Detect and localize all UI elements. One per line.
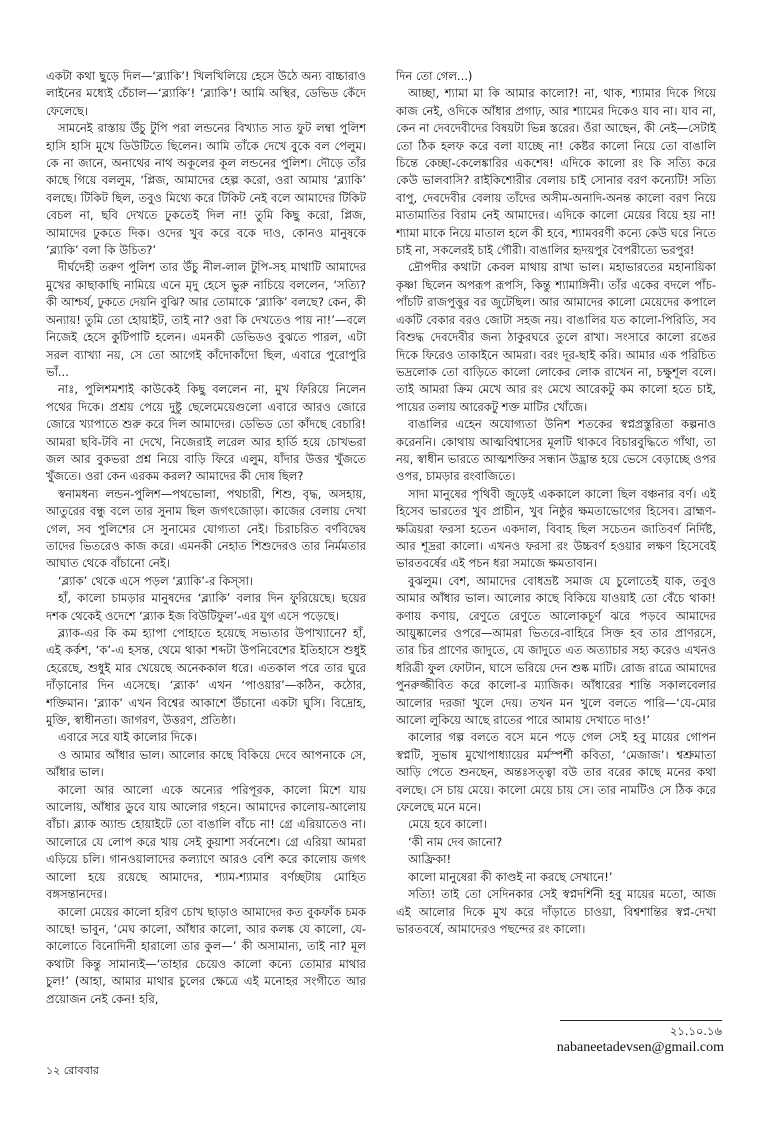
paragraph: নাঃ, পুলিশমশাই কাউকেই কিছু বললেন না, মুখ ফিরিয়ে নিলেন পথের দিকে। প্রশ্রয় পেয়ে দুষ্টু ছেলেমেয়েগুলো এবারে আরও জোরে জোরে খ্যাপাতে শুরু করে দিল আমাদের। ডেভিড তো কাঁদছে বেচারি! আমরা ছবি-টবি না দেখে, নিজেরাই লরেল আর হার্ডি হয়ে চোখভরা জল আর বুকভরা প্রশ্ন নিয়ে বাড়ি ফিরে এলুম, যাঁদার উত্তর খুঁজতে খুঁজতে। ওরা কেন এরকম করল? আমাদের কী দোষ ছিল? — [46, 382, 366, 484]
poem-line: ‘কী নাম দেব জানো? — [408, 834, 503, 849]
paragraph: এবারে সরে যাই কালোর দিকে। — [58, 730, 197, 745]
paragraph: সামনেই রাস্তায় উঁচু টুপি পরা লন্ডনের বিখ্যাত সাত ফুট লম্বা পুলিশ হাসি হাসি মুখে ডিউটিতে ছিলেন। আমি তাঁকে দেখে বুকে বল পেলুম। কে না জানে, অনাথের নাথ অকূলের কূল লন্ডনের পুলিশ। দৌড়ে তাঁর কাছে গিয়ে বললুম, ‘প্লিজ, আমাদের হেল্প করো, ওরা আমায় ‘ব্ল্যাকি’ বলছে। টিকিট ছিল, তবুও মিথ্যে করে টিকিট নেই বলে আমাদের টিকিট বেচল না, ছবি দেখতে ঢুকতেই দিল না! তুমি কিছু করো, প্লিজ, আমাদের ঢুকতে দিক। ওদের খুব করে বকে দাও, কোনও মানুষকে ‘ব্ল্যাকি’ বলা কি উচিত?’ — [46, 121, 366, 258]
paragraph: কালোর গল্প বলতে বসে মনে পড়ে গেল সেই হবু মায়ের গোপন স্বপ্নটি, সুভাষ মুখোপাধ্যায়ের মর্মস্পর্শী কবিতা, ‘মেজাজ’। শ্বশ্রুমাতা আড়ি পেতে শুনছেন, অন্তঃসত্ত্বা বউ তার বরের কাছে মনের কথা বলছে। সে চায় মেয়ে। কালো মেয়ে চায় সে। তার নামটিও সে ঠিক করে ফেলেছে মনে মনে। — [396, 730, 716, 815]
page-footer — [46, 1062, 99, 1081]
paragraph: কালো আর আলো একে অন্যের পরিপূরক, কালো মিশে যায় আলোয়, আঁধার ডুবে যায় আলোর গহনে। আমাদের কালোয়-আলোয় বাঁচা। ব্ল্যাক অ্যান্ড হোয়াইটে তো বাঙালি বাঁচে না! গ্রে এরিয়াতেও না। আলোরে যে লোপ করে খায় সেই কুয়াশা সর্বনেশে। গ্রে এরিয়া আমরা এড়িয়ে চলি। গানওয়ালাদের কল্যাণে আরও বেশি করে কালোয় জগৎ আলো হয়ে রয়েছে আমাদের, শ্যাম-শ্যামার বর্ণচ্ছটায় মোহিত বঙ্গসন্তানদের। — [46, 782, 366, 902]
paragraph: আচ্ছা, শ্যামা মা কি আমার কালো?! না, থাক, শ্যামার দিকে গিয়ে কাজ নেই, ওদিকে আঁধার প্রগাঢ়, আর শ্যামের দিকেও যাব না। যাব না, কেন না দেবদেবীদের বিষয়টা ভিন্ন স্তরের। ওঁরা আছেন, কী নেই—সেটাই তো ঠিক হলফ করে বলা যাচ্ছে না! কেষ্টর কালো নিয়ে তো বাঙালি চিন্তে কেচ্ছা-কেলেঙ্কারির একশেষ! এদিকে কালো রং কি সত্যি করে কেউ ভালবাসি? রাইকিশোরীর বেলায় চাই সোনার বরণ কন্যেটি! সত্যি বাপু, দেবদেবীর বেলায় তাঁদের অসীম-অনাদি-অনন্ত কালো বরণ নিয়ে মাতামাতির বিরাম নেই আমাদের। এদিকে কালো মেয়ের বিয়ে হয় না! শ্যামা মাকে নিয়ে মাতাল হলে কী হবে, শ্যামবরণী কন্যে কেউ ঘরে নিতে চাই না, সকলেরই চাই গৌরী। বাঙালির হৃদয়পুর বৈপরীত্যে ভরপুর! — [396, 86, 716, 258]
section-name: রোববার — [63, 1064, 99, 1077]
paragraph: দিন তো গেল...) — [396, 69, 473, 83]
author-email: nabaneetadevsen@gmail.com — [556, 1040, 724, 1055]
poem-line: আফ্রিকা! — [408, 852, 452, 867]
date-line: ২১.১০.১৬ — [560, 1020, 722, 1040]
paragraph: একটা কথা ছুড়ে দিল—‘ব্ল্যাকি’! খিলখিলিয়ে হেসে উঠে অন্য বাচ্চারাও লাইনের মধ্যেই চেঁচাল—‘ব্ল্যাকি’! ‘ব্ল্যাকি’! আমি অস্থির, ডেভিড কেঁদে ফেলেছে। — [46, 69, 366, 118]
paragraph: স্বনামধন্য লন্ডন-পুলিশ—পথভোলা, পথচারী, শিশু, বৃদ্ধ, অসহায়, আতুরের বন্ধু বলে তার সুনাম ছিল জগৎজোড়া। কাজের বেলায় দেখা গেল, সব পুলিশের সে সুনামের যোগ্যতা নেই। চিরাচরিত বর্ণবিদ্বেষ তাদের ভিতরেও কাজ করে। এমনকী নেহাত শিশুদেরও তার নির্মমতার আঘাত থেকে বাঁচানো নেই। — [46, 486, 366, 571]
paragraph: কালো মেয়ের কালো হরিণ চোখ ছাড়াও আমাদের কত বুকফাঁক চমক আছে! ভাবুন, ‘মেঘ কালো, আঁধার কালো, আর কলঙ্ক যে কালো, যে-কালোতে বিনোদিনী হারালো তার কুল—’ কী অসামান্য, তাই না? মূল কথাটা কিন্তু সামান্যই—‘তাহার চেয়েও কালো কন্যে তোমার মাথার চুল!’ (আহা, আমার মাথার চুলের ক্ষেত্রে এই মনোহর সংগীতে আর প্রয়োজন নেই কেন! হরি, — [46, 904, 366, 1006]
paragraph: সাদা মানুষের পৃথিবী জুড়েই এককালে কালো ছিল বঞ্চনার বর্ণ। এই হিসেব ভারতের খুব প্রাচীন, খুব নিষ্ঠুর ক্ষমতাভোগের হিসেব। ব্রাহ্মণ-ক্ষত্রিয়রা ফরসা হতেন একদাল, বিবাহ ছিল সচেতন জাতিবর্ণ নির্দিষ্ট, আর শূদ্ররা কালো। এখনও ফরসা রং উচ্চবর্ণ হওয়ার লক্ষণ হিসেবেই ভারতবর্ষের এই পচন ধরা সমাজে ক্ষমতাবান। — [396, 486, 716, 571]
poem-line: মেয়ে হবে কালো। — [408, 817, 487, 832]
paragraph: দ্রৌপদীর কথাটা কেবল মাথায় রাখা ভাল। মহাভারতের মহানায়িকা কৃষ্ণা ছিলেন অপরূপ রূপসি, কিন্তু শ্যামাঙ্গিনী। তাঁর একের বদলে পাঁচ-পাঁচটি রাজপুত্তুর বর জুটেছিল। আর আমাদের কালো মেয়েদের কপালে একটি বেকার বরও জোটা সহজ নয়। বাঙালির যত কালো-পিরিতি, সব বিশুদ্ধ দেবদেবীর জন্য ঠাকুরঘরে তুলে রাখা। সংসারে কালো রঙের দিকে ফিরেও তাকাইনে আমরা। বরং দূর-ছাই করি। আমার এক পরিচিত ভদ্রলোক তো বাড়িতে কালো লোকের লোক রাখেন না, চক্ষুশূল বলে। তাই আমরা ক্রিম মেখে আর রং মেখে আরেকটু কম কালো হতে চাই, পায়ের তলায় আরেকটু শক্ত মাটির খোঁজে। — [396, 260, 716, 414]
paragraph: ‘ব্ল্যাক’ থেকে এসে পড়ল ‘ব্ল্যাকি’-র কিস্সা। — [58, 573, 254, 588]
paragraph: বাঙালির এহেন অযোগ্যতা উনিশ শতকের স্বপ্নপ্রস্তুরিতা কল্পনাও করেননি। কোথায় আত্মবিশ্বাসের মূলটি থাকবে বিচারবুদ্ধিতে গাঁথা, তা নয়, স্বাধীন ভারতে আত্মশক্তির সন্ধান উদ্ভ্রান্ত হয়ে ভেসে বেড়াচ্ছে ওপর ওপর, চামড়ার রংবাজিতে। — [396, 417, 716, 484]
right-column — [396, 68, 716, 1003]
paragraph: হাঁ, কালো চামড়ার মানুষদের ‘ব্ল্যাকি’ বলার দিন ফুরিয়েছে। ছয়ের দশক থেকেই ওদেশে ‘ব্ল্যাক ইজ বিউটিফুল’-এর যুগ এসে পড়েছে। — [46, 591, 366, 623]
left-column — [46, 68, 366, 1060]
page-number: ১২ — [46, 1064, 61, 1077]
poem-line: কালো মানুষেরা কী কাণ্ডই না করছে সেখানে!’ — [408, 869, 613, 884]
paragraph: বুঝলুম। বেশ, আমাদের বোধভ্রষ্ট সমাজ যে চুলোতেই যাক, তবুও আমার আঁধার ভাল। আলোর কাছে বিকিয়ে যাওয়াই তো বেঁচে থাকা! কণায় কণায়, রেণুতে রেণুতে আলোকচূর্ণ ঝরে পড়বে আমাদের আয়ুষ্কালের ওপরে—আমরা ভিতরে-বাহিরে সিক্ত হব তার প্রাণরসে, তার চির প্রাণের জাদুতে, যে জাদুতে এত অত্যাচার সহ্য করেও এখনও ধরিত্রী ফুল ফোটান, ঘাসে ভরিয়ে দেন শুষ্ক মাটি। রোজ রাত্রে আমাদের পুনরুজ্জীবিত করে কালো-র ম্যাজিক। আঁধারের শান্তি সকালবেলার আলোর দরজা খুলে দেয়। তখন মন খুলে বলতে পারি—‘যে-মোর আলো লুকিয়ে আছে রাতের পারে আমায় দেখাতে দাও!’ — [396, 573, 716, 728]
paragraph: দীর্ঘদেহী তরুণ পুলিশ তার উঁচু নীল-লাল টুপি-সহ মাথাটি আমাদের মুখের কাছাকাছি নামিয়ে এনে মৃদু হেসে ভুরু নাচিয়ে বললেন, ‘সত্যি? কী আশ্চর্য, ঢুকতে দেয়নি বুঝি? আর তোমাকে ‘ব্ল্যাকি’ বলছে? কেন, কী অন্যায়! তুমি তো হোয়াইট, তাই না? ওরা কি দেখতেও পায় না!’—বলে নিজেই হেসে কুটিপাটি হলেন। এমনকী ডেভিডও বুঝতে পারল, এটা সরল ব্যাখ্যা নয়, সে তো আগেই কাঁদোকাঁদো ছিল, এবারে পুরোপুরি ভাঁ... — [46, 260, 366, 379]
paragraph: ও আমার আঁধার ভাল। আলোর কাছে বিকিয়ে দেবে আপনাকে সে, আঁধার ভাল। — [46, 747, 366, 780]
paragraph: সত্যি! তাই তো সেদিনকার সেই স্বপ্নদর্শিনী হবু মায়ের মতো, আজ এই আলোর দিকে মুখ করে দাঁড়াতে চাওয়া, বিশ্বশান্তির স্বপ্ন-দেখা ভারতবর্ষে, আমাদেরও পছন্দের রং কালো। — [396, 887, 716, 936]
paragraph: ব্ল্যাক-এর কি কম হ্যাপা পোহাতে হয়েছে সভ্যতার উপাখ্যানে? হাঁ, এই কর্কশ, ‘ক’-এ হসন্ত, থেমে থাকা শব্দটা উপনিবেশের ইতিহাসে শুধুই হেরেছে, শুধুই মার খেয়েছে অনেককাল ধরে। এতকাল পরে তার ঘুরে দাঁড়ানোর দিন এসেছে। ‘ব্ল্যাক’ এখন ‘পাওয়ার’—কঠিন, কঠোর, শক্তিমান। ‘ব্ল্যাক’ এখন বিশ্বের আকাশে উঁচানো একটা ঘুসি। বিদ্রোহ, মুক্তি, স্বাধীনতা। জাগরণ, উত্তরণ, প্রতিষ্ঠা। — [46, 626, 366, 728]
